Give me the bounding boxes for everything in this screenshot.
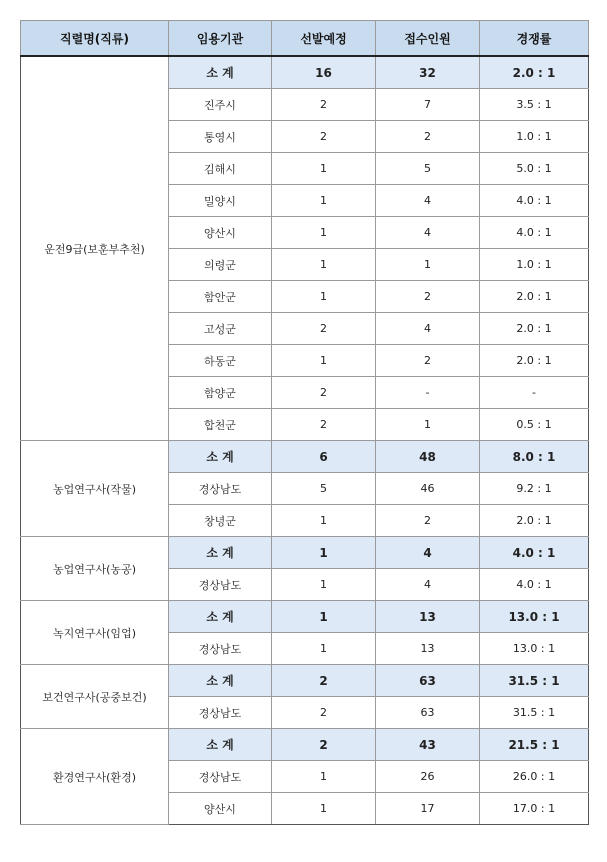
planned-cell: 1 — [272, 761, 376, 793]
subtotal-applicants: 63 — [376, 665, 480, 697]
applicants-cell: 63 — [376, 697, 480, 729]
subtotal-planned: 2 — [272, 729, 376, 761]
agency-cell: 김해시 — [169, 153, 272, 185]
subtotal-applicants: 43 — [376, 729, 480, 761]
job-series-cell: 운전9급(보훈부추천) — [21, 56, 169, 441]
applicants-cell: 7 — [376, 89, 480, 121]
ratio-cell: 26.0 : 1 — [480, 761, 589, 793]
agency-cell: 양산시 — [169, 217, 272, 249]
table-body — [21, 56, 589, 825]
agency-cell: 경상남도 — [169, 697, 272, 729]
agency-cell: 함양군 — [169, 377, 272, 409]
subtotal-applicants: 48 — [376, 441, 480, 473]
subtotal-ratio: 4.0 : 1 — [480, 537, 589, 569]
applicants-cell: - — [376, 377, 480, 409]
subtotal-label: 소 계 — [169, 665, 272, 697]
agency-cell: 하동군 — [169, 345, 272, 377]
planned-cell: 1 — [272, 249, 376, 281]
applicants-cell: 13 — [376, 633, 480, 665]
subtotal-ratio: 2.0 : 1 — [480, 56, 589, 89]
recruitment-table-container — [20, 20, 589, 825]
subtotal-label: 소 계 — [169, 441, 272, 473]
ratio-cell: 4.0 : 1 — [480, 569, 589, 601]
ratio-cell: 17.0 : 1 — [480, 793, 589, 825]
ratio-cell: 9.2 : 1 — [480, 473, 589, 505]
planned-cell: 1 — [272, 793, 376, 825]
applicants-cell: 17 — [376, 793, 480, 825]
applicants-cell: 4 — [376, 569, 480, 601]
subtotal-label: 소 계 — [169, 601, 272, 633]
applicants-cell: 2 — [376, 121, 480, 153]
subtotal-row — [21, 56, 589, 89]
ratio-cell: 1.0 : 1 — [480, 121, 589, 153]
ratio-cell: 1.0 : 1 — [480, 249, 589, 281]
planned-cell: 2 — [272, 697, 376, 729]
planned-cell: 1 — [272, 633, 376, 665]
applicants-cell: 2 — [376, 345, 480, 377]
applicants-cell: 46 — [376, 473, 480, 505]
job-series-cell: 보건연구사(공중보건) — [21, 665, 169, 729]
job-series-cell: 녹지연구사(임업) — [21, 601, 169, 665]
subtotal-label: 소 계 — [169, 56, 272, 89]
subtotal-planned: 6 — [272, 441, 376, 473]
planned-cell: 1 — [272, 569, 376, 601]
subtotal-ratio: 8.0 : 1 — [480, 441, 589, 473]
ratio-cell: 4.0 : 1 — [480, 185, 589, 217]
ratio-cell: 31.5 : 1 — [480, 697, 589, 729]
applicants-cell: 26 — [376, 761, 480, 793]
applicants-cell: 5 — [376, 153, 480, 185]
header-applicants: 접수인원 — [376, 21, 480, 57]
agency-cell: 의령군 — [169, 249, 272, 281]
agency-cell: 밀양시 — [169, 185, 272, 217]
planned-cell: 5 — [272, 473, 376, 505]
ratio-cell: 4.0 : 1 — [480, 217, 589, 249]
ratio-cell: 0.5 : 1 — [480, 409, 589, 441]
subtotal-row — [21, 729, 589, 761]
subtotal-planned: 16 — [272, 56, 376, 89]
subtotal-planned: 1 — [272, 601, 376, 633]
applicants-cell: 2 — [376, 505, 480, 537]
subtotal-applicants: 32 — [376, 56, 480, 89]
agency-cell: 경상남도 — [169, 633, 272, 665]
subtotal-row — [21, 665, 589, 697]
header-job-series: 직렬명(직류) — [21, 21, 169, 57]
ratio-cell: 3.5 : 1 — [480, 89, 589, 121]
agency-cell: 통영시 — [169, 121, 272, 153]
subtotal-planned: 1 — [272, 537, 376, 569]
agency-cell: 창녕군 — [169, 505, 272, 537]
agency-cell: 경상남도 — [169, 761, 272, 793]
planned-cell: 1 — [272, 505, 376, 537]
planned-cell: 1 — [272, 217, 376, 249]
header-agency: 임용기관 — [169, 21, 272, 57]
ratio-cell: 2.0 : 1 — [480, 345, 589, 377]
applicants-cell: 4 — [376, 185, 480, 217]
subtotal-planned: 2 — [272, 665, 376, 697]
agency-cell: 경상남도 — [169, 473, 272, 505]
applicants-cell: 1 — [376, 249, 480, 281]
ratio-cell: 13.0 : 1 — [480, 633, 589, 665]
subtotal-ratio: 13.0 : 1 — [480, 601, 589, 633]
agency-cell: 양산시 — [169, 793, 272, 825]
planned-cell: 1 — [272, 185, 376, 217]
subtotal-ratio: 21.5 : 1 — [480, 729, 589, 761]
header-ratio: 경쟁률 — [480, 21, 589, 57]
recruitment-competition-table — [20, 20, 589, 825]
agency-cell: 함안군 — [169, 281, 272, 313]
agency-cell: 진주시 — [169, 89, 272, 121]
subtotal-applicants: 13 — [376, 601, 480, 633]
job-series-cell: 환경연구사(환경) — [21, 729, 169, 825]
subtotal-applicants: 4 — [376, 537, 480, 569]
ratio-cell: - — [480, 377, 589, 409]
planned-cell: 1 — [272, 281, 376, 313]
applicants-cell: 4 — [376, 313, 480, 345]
subtotal-label: 소 계 — [169, 537, 272, 569]
planned-cell: 1 — [272, 345, 376, 377]
agency-cell: 합천군 — [169, 409, 272, 441]
planned-cell: 2 — [272, 377, 376, 409]
applicants-cell: 2 — [376, 281, 480, 313]
job-series-cell: 농업연구사(작물) — [21, 441, 169, 537]
ratio-cell: 2.0 : 1 — [480, 281, 589, 313]
planned-cell: 1 — [272, 153, 376, 185]
subtotal-row — [21, 441, 589, 473]
subtotal-label: 소 계 — [169, 729, 272, 761]
planned-cell: 2 — [272, 121, 376, 153]
header-row — [21, 21, 589, 57]
header-planned: 선발예정 — [272, 21, 376, 57]
planned-cell: 2 — [272, 89, 376, 121]
ratio-cell: 2.0 : 1 — [480, 313, 589, 345]
subtotal-ratio: 31.5 : 1 — [480, 665, 589, 697]
agency-cell: 고성군 — [169, 313, 272, 345]
planned-cell: 2 — [272, 409, 376, 441]
subtotal-row — [21, 601, 589, 633]
applicants-cell: 1 — [376, 409, 480, 441]
agency-cell: 경상남도 — [169, 569, 272, 601]
ratio-cell: 5.0 : 1 — [480, 153, 589, 185]
subtotal-row — [21, 537, 589, 569]
job-series-cell: 농업연구사(농공) — [21, 537, 169, 601]
planned-cell: 2 — [272, 313, 376, 345]
ratio-cell: 2.0 : 1 — [480, 505, 589, 537]
applicants-cell: 4 — [376, 217, 480, 249]
